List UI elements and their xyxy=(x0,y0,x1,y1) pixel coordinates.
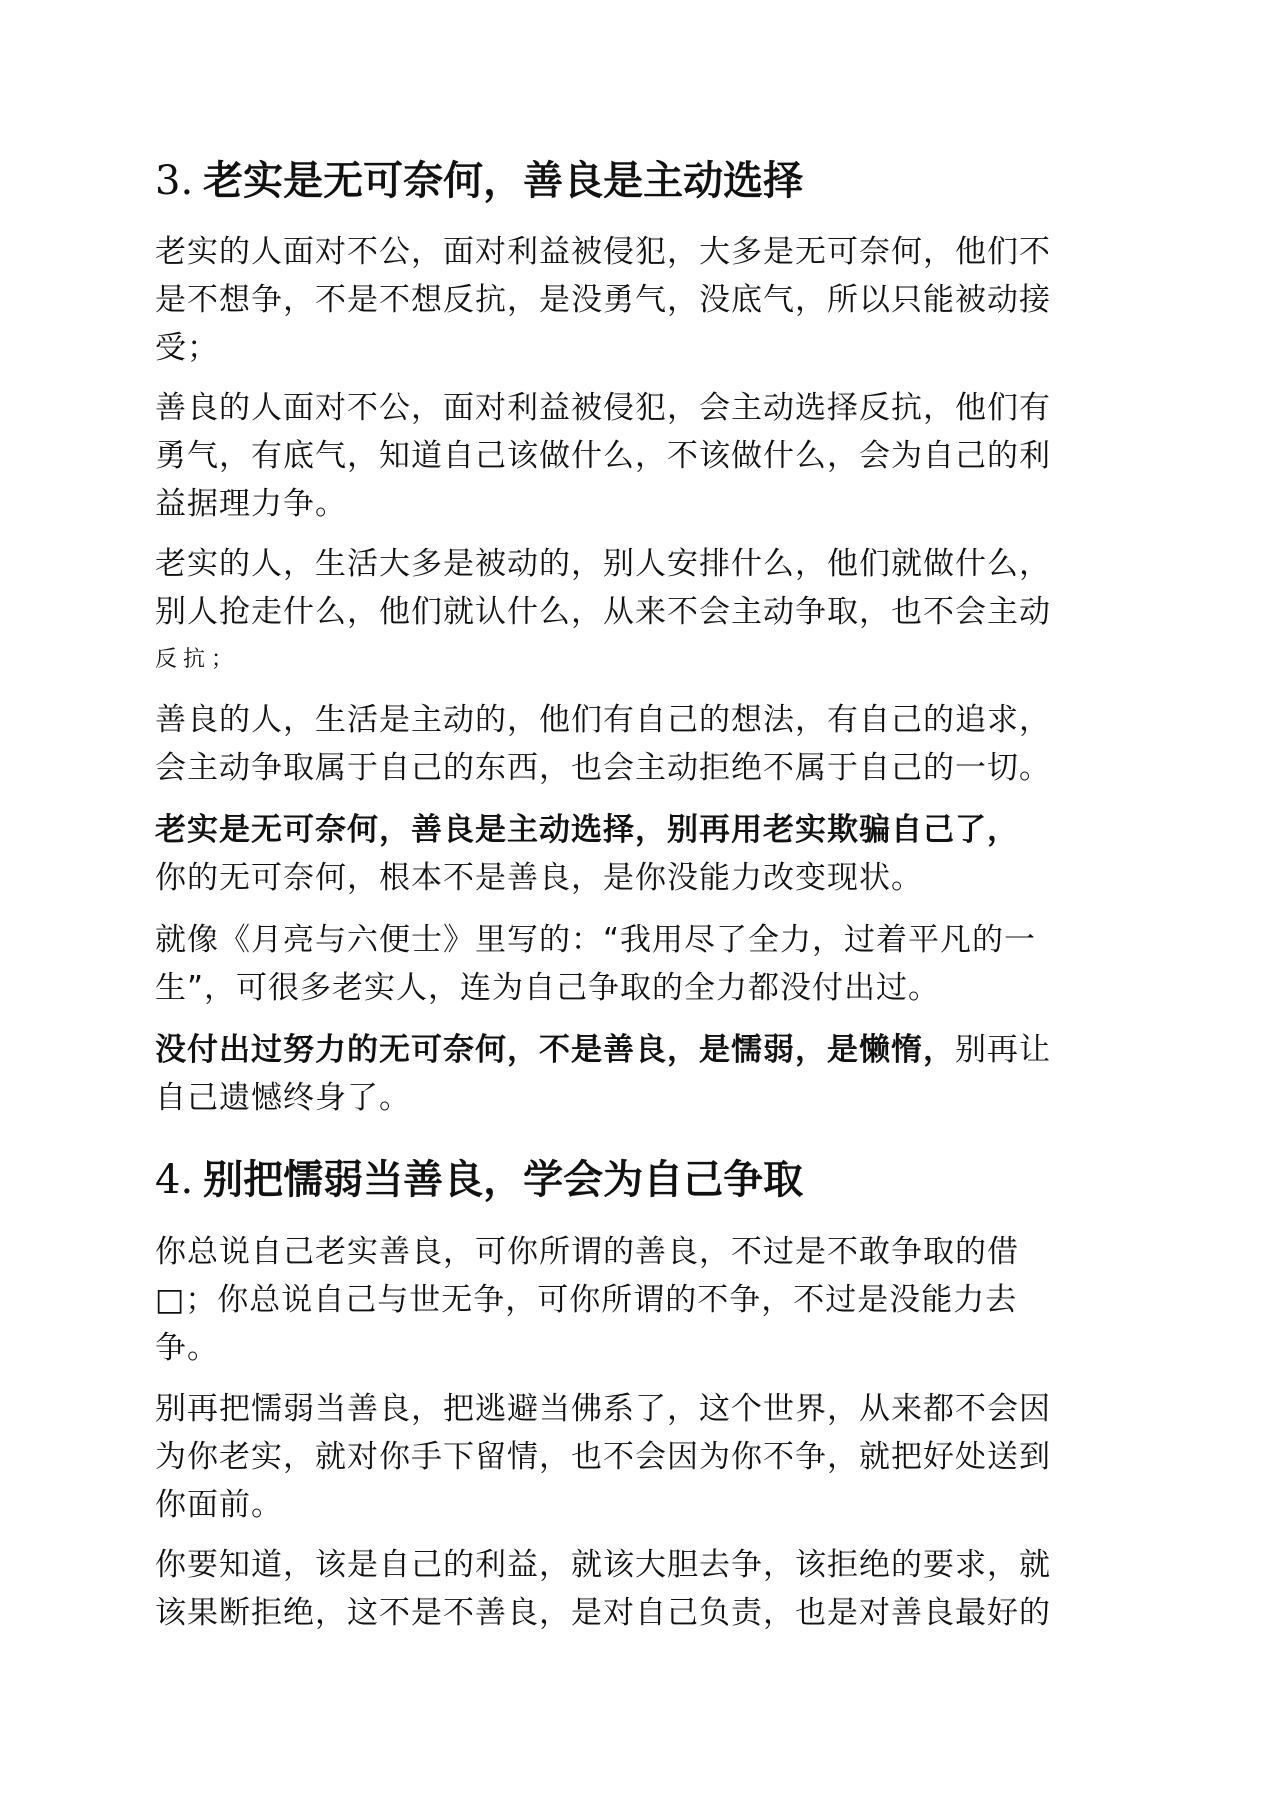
text-line: 老实的人面对不公，面对利益被侵犯，大多是无可奈何，他们不 xyxy=(155,234,1051,270)
text-line: 反抗； xyxy=(155,647,240,672)
text-line: 你的无可奈何，根本不是善良，是你没能力改变现状。 xyxy=(155,860,923,896)
text-fragment: 别再让 xyxy=(955,1032,1051,1068)
text-line: 你要知道，该是自己的利益，就该大胆去争，该拒绝的要求，就 xyxy=(155,1547,1051,1583)
text-line: 你总说自己老实善良，可你所谓的善良，不过是不敢争取的借 xyxy=(155,1234,1019,1270)
section-3-title: 老实是无可奈何，善良是主动选择 xyxy=(203,158,804,204)
text-line: 会主动争取属于自己的东西，也会主动拒绝不属于自己的一切。 xyxy=(155,750,1051,786)
section-3-number: 3. xyxy=(155,158,194,204)
section-3-paragraph-4 xyxy=(155,696,1115,792)
section-3-paragraph-7 xyxy=(155,1026,1115,1122)
section-3-paragraph-3 xyxy=(155,540,1115,684)
text-line: 自己遗憾终身了。 xyxy=(155,1080,411,1116)
text-line: 为你老实，就对你手下留情，也不会因为你不争，就把好处送到 xyxy=(155,1439,1051,1475)
text-line: 你面前。 xyxy=(155,1487,283,1523)
bold-text: 没付出过努力的无可奈何，不是善良，是懦弱，是懒惰， xyxy=(155,1032,955,1068)
text-line: 益据理力争。 xyxy=(155,486,347,522)
section-3-paragraph-5 xyxy=(155,806,1115,902)
text-line: 别再把懦弱当善良，把逃避当佛系了，这个世界，从来都不会因 xyxy=(155,1391,1051,1427)
text-line: 受； xyxy=(155,330,219,366)
text-line: 是不想争，不是不想反抗，是没勇气，没底气，所以只能被动接 xyxy=(155,282,1051,318)
section-4-paragraph-3 xyxy=(155,1541,1115,1637)
section-3-heading xyxy=(155,157,803,205)
section-3-paragraph-2 xyxy=(155,384,1115,528)
text-line: □；你总说自己与世无争，可你所谓的不争，不过是没能力去 xyxy=(155,1282,1018,1318)
text-line: 勇气，有底气，知道自己该做什么，不该做什么，会为自己的利 xyxy=(155,438,1051,474)
text-line: 生”，可很多老实人，连为自己争取的全力都没付出过。 xyxy=(155,970,941,1006)
text-line: 善良的人，生活是主动的，他们有自己的想法，有自己的追求， xyxy=(155,702,1051,738)
section-4-paragraph-1 xyxy=(155,1228,1115,1372)
section-4-number: 4. xyxy=(155,1157,194,1203)
section-3-paragraph-1 xyxy=(155,228,1115,372)
text-line: 老实的人，生活大多是被动的，别人安排什么，他们就做什么， xyxy=(155,546,1051,582)
section-3-paragraph-6 xyxy=(155,916,1115,1012)
bold-text: 老实是无可奈何，善良是主动选择，别再用老实欺骗自己了， xyxy=(155,812,1019,848)
text-line: 善良的人面对不公，面对利益被侵犯，会主动选择反抗，他们有 xyxy=(155,390,1051,426)
text-line: 该果断拒绝，这不是不善良，是对自己负责，也是对善良最好的 xyxy=(155,1595,1051,1631)
text-line: 就像《月亮与六便士》里写的：“我用尽了全力，过着平凡的一 xyxy=(155,922,1037,958)
text-line: 争。 xyxy=(155,1330,219,1366)
text-line: 别人抢走什么，他们就认什么，从来不会主动争取，也不会主动 xyxy=(155,594,1051,630)
section-4-heading xyxy=(155,1156,803,1204)
section-4-paragraph-2 xyxy=(155,1385,1115,1529)
section-4-title: 别把懦弱当善良，学会为自己争取 xyxy=(203,1157,804,1203)
